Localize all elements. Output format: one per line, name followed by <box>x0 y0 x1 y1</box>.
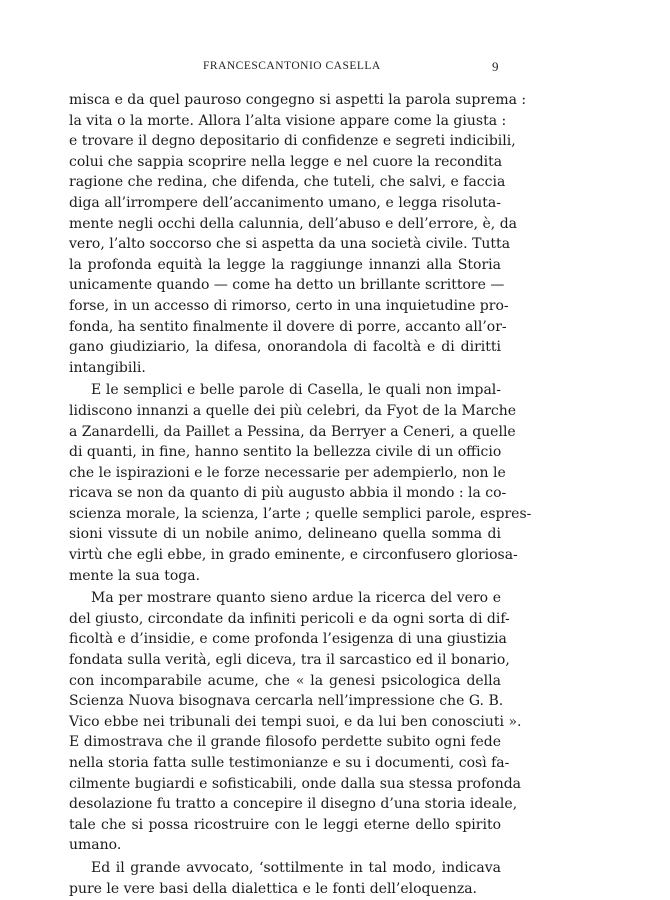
text-line: fonda, ha sentito finalmente il dovere di porre, accanto all’or- <box>69 318 507 335</box>
paragraph <box>69 90 527 378</box>
text-line: Vico ebbe nei tribunali dei tempi suoi, e da lui ben conosciuti ». <box>69 713 522 730</box>
text-line: fondata sulla verità, egli diceva, tra il sarcastico ed il bonario, <box>69 652 510 669</box>
text-line: colui che sappia scoprire nella legge e nel cuore la recondita <box>69 153 503 170</box>
text-line: E dimostrava che il grande filosofo perdette subito ogni fede <box>69 734 501 751</box>
text-line: sioni vissute di un nobile animo, delineano quella somma di <box>69 526 501 543</box>
text-line: intangibili. <box>69 359 146 376</box>
text-line: desolazione fu tratto a concepire il disegno d’una storia ideale, <box>69 796 518 813</box>
text-line: diga all’irrompere dell’accanimento umano, e legga risoluta- <box>69 194 501 211</box>
text-line: vero, l’alto soccorso che si aspetta da una società civile. Tutta <box>69 236 511 253</box>
text-line: Ed il grande avvocato, ‘sottilmente in tal modo, indicava <box>91 859 501 876</box>
running-header <box>0 60 670 76</box>
text-line: virtù che egli ebbe, in grado eminente, e circonfusero gloriosa- <box>69 547 518 564</box>
text-line: misca e da quel pauroso congegno si aspetti la parola suprema : <box>69 92 527 108</box>
text-line: del giusto, circondate da infiniti pericoli e da ogni sorta di dif- <box>69 610 510 627</box>
text-line: ficoltà e d’insidie, e come profonda l’esigenza di una giustizia <box>69 631 507 648</box>
text-line: a Zanardelli, da Paillet a Pessina, da Berryer a Ceneri, a quelle <box>69 423 516 440</box>
text-line: Ma per mostrare quanto sieno ardue la ricerca del vero e <box>91 590 501 607</box>
running-title: FRANCESCANTONIO CASELLA <box>203 60 381 72</box>
text-line: ragione che redina, che difenda, che tuteli, che salvi, e faccia <box>69 174 506 191</box>
text-line: unicamente quando — come ha detto un brillante scrittore — <box>69 277 505 294</box>
text-line: e trovare il degno depositario di confidenze e segreti indicibili, <box>69 133 516 150</box>
text-line: tale che si possa ricostruire con le leggi eterne dello spirito <box>69 816 501 833</box>
paragraph <box>69 380 532 586</box>
text-line: ricava se non da quanto di più augusto abbia il mondo : la co- <box>69 485 507 502</box>
text-line: scienza morale, la scienza, l’arte ; quelle semplici parole, espres- <box>69 505 532 522</box>
text-line: pure le vere basi della dialettica e le fonti dell’eloquenza. <box>69 880 478 897</box>
text-line: Scienza Nuova bisognava cercarla nell’impressione che G. B. <box>69 693 504 710</box>
text-line: lidiscono innanzi a quelle dei più celebri, da Fyot de la Marche <box>69 402 517 419</box>
text-line: nella storia fatta sulle testimonianze e su i documenti, così fa- <box>69 755 510 771</box>
text-line: cilmente bugiardi e sofisticabili, onde dalla sua stessa profonda <box>69 775 522 792</box>
paragraph <box>69 588 522 856</box>
text-line: la profonda equità la legge la raggiunge innanzi alla Storia <box>69 256 501 273</box>
text-line: forse, in un accesso di rimorso, certo in una inquietudine pro- <box>69 297 509 314</box>
text-line: che le ispirazioni e le forze necessarie per adempierlo, non le <box>69 464 506 481</box>
text-line: gano giudiziario, la difesa, onorandola di facoltà e di diritti <box>69 339 501 356</box>
text-line: di quanti, in fine, hanno sentito la bellezza civile di un officio <box>69 444 502 461</box>
body-text <box>69 90 532 899</box>
text-line: con incomparabile acume, che « la genesi psicologica della <box>69 672 501 689</box>
text-line: umano. <box>69 837 122 854</box>
text-line: E le semplici e belle parole di Casella, le quali non impal- <box>91 382 501 399</box>
page-number: 9 <box>492 59 499 74</box>
paragraph <box>69 858 501 899</box>
text-line: la vita o la morte. Allora l’alta visione appare come la giusta : <box>69 112 507 129</box>
text-line: mente la sua toga. <box>69 567 201 584</box>
text-line: mente negli occhi della calunnia, dell’abuso e dell’errore, è, da <box>69 215 517 232</box>
